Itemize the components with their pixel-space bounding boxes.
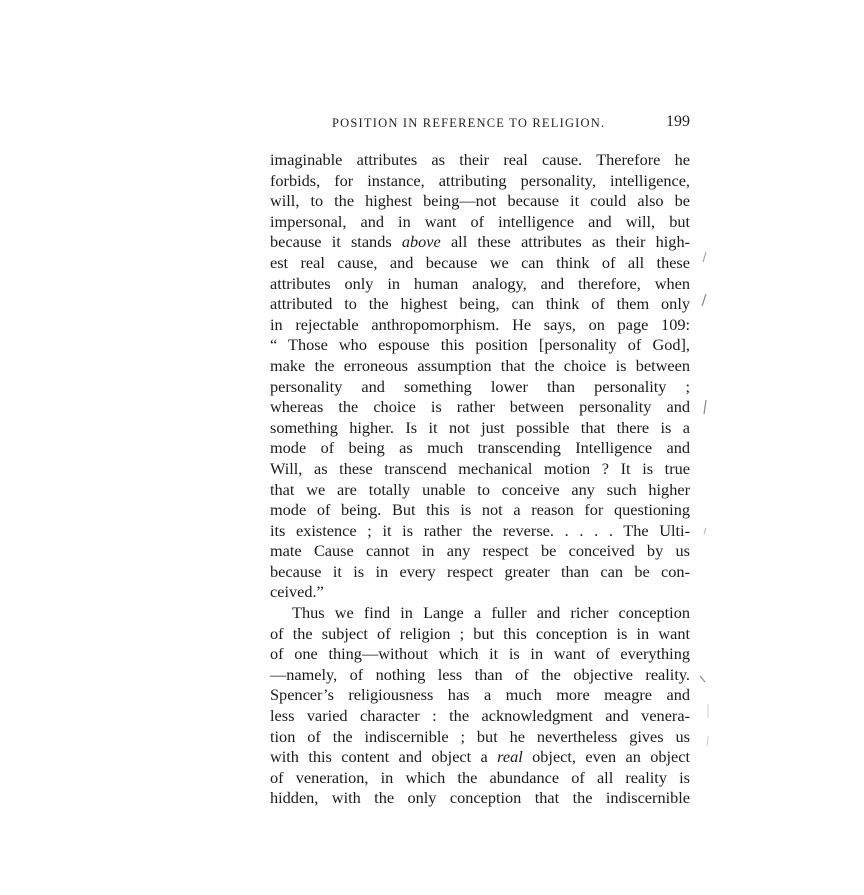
text-line: tion of the indiscernible ; but he nevertheless gives us	[270, 726, 690, 746]
text-line: “ Those who espouse this position [personality of God],	[270, 335, 690, 355]
margin-mark	[702, 294, 706, 306]
margin-mark	[704, 528, 706, 534]
text-line: something higher. Is it not just possible that there is a	[270, 417, 690, 437]
page-number: 199	[666, 113, 690, 130]
margin-mark	[700, 676, 705, 682]
text-line: attributed to the highest being, can think of them only	[270, 294, 690, 314]
text-line: Thus we find in Lange a fuller and richer conception	[292, 603, 690, 623]
running-header-title: POSITION IN REFERENCE TO RELIGION.	[332, 116, 606, 130]
body-text	[270, 150, 690, 809]
text-line: mate Cause cannot in any respect be conceived by us	[270, 541, 690, 561]
text-line: mode of being. But this is not a reason for questioning	[270, 500, 690, 520]
text-line: forbids, for instance, attributing personality, intelligence,	[270, 170, 690, 190]
text-line: of veneration, in which the abundance of all reality is	[270, 767, 690, 787]
text-line: imaginable attributes as their real cause. Therefore he	[270, 150, 690, 169]
text-line: in rejectable anthropomorphism. He says, on page 109:	[270, 314, 690, 334]
text-line: Spencer’s religiousness has a much more meagre and	[270, 685, 690, 705]
text-line: with this content and object a real object, even an object	[270, 747, 690, 767]
text-line: attributes only in human analogy, and therefore, when	[270, 273, 690, 293]
margin-mark	[703, 252, 706, 262]
text-line: make the erroneous assumption that the choice is between	[270, 355, 690, 375]
text-line: because it is in every respect greater than can be con-	[270, 561, 690, 581]
text-line: hidden, with the only conception that the indiscernible	[270, 788, 690, 808]
text-line: its existence ; it is rather the reverse. . . . . The Ulti-	[270, 520, 690, 540]
text-line: that we are totally unable to conceive any such higher	[270, 479, 690, 499]
text-line: whereas the choice is rather between personality and	[270, 397, 690, 417]
text-line: personality and something lower than personality ;	[270, 376, 690, 396]
text-line: —namely, of nothing less than of the objective reality.	[270, 664, 690, 684]
running-header	[270, 113, 690, 135]
margin-mark	[707, 736, 708, 746]
text-line: will, to the highest being—not because it could also be	[270, 191, 690, 211]
margin-mark	[704, 400, 706, 414]
text-line: less varied character : the acknowledgment and venera-	[270, 706, 690, 726]
text-line: mode of being as much transcending Intelligence and	[270, 438, 690, 458]
text-line: of one thing—without which it is in want of everything	[270, 644, 690, 664]
text-line: impersonal, and in want of intelligence and will, but	[270, 211, 690, 231]
text-line: Will, as these transcend mechanical motion ? It is true	[270, 458, 690, 478]
text-line: because it stands above all these attributes as their high-	[270, 232, 690, 252]
text-line: ceived.”	[270, 582, 324, 602]
text-line: of the subject of religion ; but this conception is in want	[270, 623, 690, 643]
text-line: est real cause, and because we can think of all these	[270, 252, 690, 272]
